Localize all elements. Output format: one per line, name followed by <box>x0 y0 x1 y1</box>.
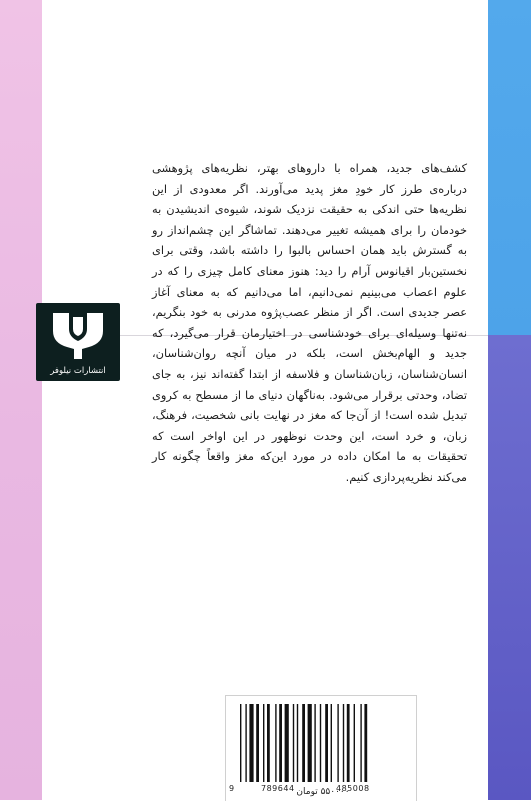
barcode-bar <box>263 704 264 782</box>
barcode-bar <box>308 704 312 782</box>
barcode-bar <box>256 704 259 782</box>
back-cover-blurb <box>152 158 467 488</box>
publisher-name: انتشارات نیلوفر <box>50 366 106 376</box>
barcode-bar <box>245 704 246 782</box>
barcode-bar <box>337 704 338 782</box>
barcode-bar <box>354 704 355 782</box>
barcode-bar <box>240 704 241 782</box>
barcode-bars <box>238 704 404 782</box>
price-label: ۵۵۰۰۰۰ تومان <box>296 787 350 797</box>
barcode-left-digit: 9 <box>229 784 235 793</box>
left-color-band <box>0 0 42 800</box>
barcode-bar <box>275 704 276 782</box>
barcode-bar <box>285 704 289 782</box>
barcode-bar <box>320 704 321 782</box>
barcode-bar <box>279 704 282 782</box>
barcode-bar <box>360 704 361 782</box>
barcode-bar <box>364 704 367 782</box>
niloufar-lotus-logo-icon <box>49 311 107 361</box>
barcode-bar <box>331 704 332 782</box>
barcode-bar <box>249 704 253 782</box>
right-color-band-bottom <box>488 335 531 800</box>
barcode-bar <box>347 704 350 782</box>
publisher-logo <box>36 303 120 381</box>
barcode-bar <box>297 704 298 782</box>
blurb-paragraph: کشف‌های جدید، همراه با داروهای بهتر، نظریه‌های پژوهشی درباره‌ی طرز کار خودِ مغز پدید می‌آورند. اگر معدودی از این نظریه‌ها حتی اندکی به حقیقت نزدیک شوند، شیوه‌ی اندیشیدن به خودمان را برای همیشه تغییر می‌دهند. تماشاگر این چشم‌انداز رو به گسترش باید همان احساس بالبوا را داشته باشد، وقتی برای نخستین‌بار اقیانوس آرام را دید: هنوز معنای کامل چیزی را که در علوم اعصاب می‌بینیم نمی‌دانیم، اما می‌دانیم که به معنای آغاز عصر جدیدی است. اگر از منظر عصب‌پژوه مدرنی به خود بنگریم، نه‌تنها وسیله‌ای برای خودشناسی در اختیارمان قرار می‌گیرد، که جدید و الهام‌بخش است، بلکه در میان آنچه روان‌شناسان، انسان‌شناسان، زبان‌شناسان و فلاسفه از ابتدا گفته‌اند نیز، به جای تضاد، وحدتی برقرار می‌شود. به‌ناگهان دنیای ما از مسطح به کروی تبدیل شده است! از آن‌جا که مغز در نهایت بانی شخصیت، فرهنگ، زبان، و خرد است، این وحدت نوظهور در این اواخر است که تحقیقات به ما امکان داده در مورد این‌که مغز واقعاً چگونه کار می‌کند نظریه‌پردازی کنیم. <box>152 161 467 484</box>
barcode-bar <box>267 704 270 782</box>
barcode-bar <box>302 704 305 782</box>
isbn-barcode <box>225 695 417 801</box>
barcode-bar <box>343 704 344 782</box>
barcode-bar <box>293 704 294 782</box>
barcode-group-2: 485008 <box>336 784 370 793</box>
barcode-bar <box>314 704 315 782</box>
barcode-group-1: 789644 <box>261 784 295 793</box>
right-color-band-top <box>488 0 531 335</box>
barcode-bar <box>325 704 328 782</box>
